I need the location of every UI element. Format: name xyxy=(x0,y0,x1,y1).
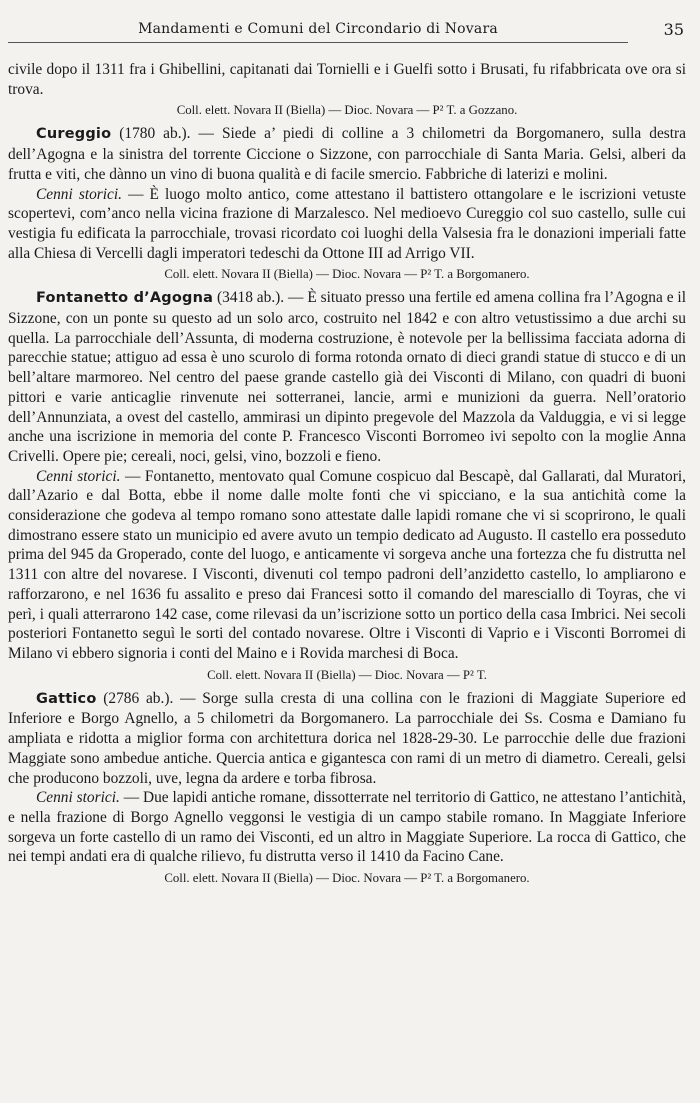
entry-population: (2786 ab.). xyxy=(96,689,174,707)
entry-description-text: — Sorge sulla cresta di una collina con le frazioni di Maggiate Superiore ed Inferiore e Borgo Agnello, a 5 chilometri da Borgomanero. La parrocchiale dei Ss. Cosma e Damiano fu ampliata e ridotta a miglior forma con architettura dorica nel 1828-29-30. Le parrocchie delle due frazioni Maggiate sono ambedue antiche. Quercia antica e gigantesca con rami di un metro di diametro. Cereali, gelsi che producono bozzoli, uve, legna da ardere e torba fibrosa. xyxy=(8,689,686,787)
intro-reference: Coll. elett. Novara II (Biella) — Dioc. Novara — P² T. a Gozzano. xyxy=(176,103,518,118)
entry-population: (3418 ab.). xyxy=(213,289,285,307)
page-header xyxy=(8,20,684,43)
history-text: — Fontanetto, mentovato qual Comune cospicuo dal Bescapè, dal Gallarati, dal Muratori, dall’Azario e dal Botta, ebbe il nome dalle molte fonti che vi spicciano, e la sua antichità come la considerazione che godeva al tempo romano sono attestate dalle lapidi romane che vi si scoprirono, le quali dimostrano essere stato un municipio ed avere avuto un tempio dedicato ad Augusto. Il castello era posseduto prima del 945 da Groperado, conte del luogo, e anticamente vi sorgeva anche una fortezza che fu distrutta nel 1311 con altre del novarese. I Visconti, divenuti col tempo padroni dell’anzidetto castello, lo ampliarono e rafforzarono, e nel 1636 fu assalito e preso dai Francesi sotto il comando del maresciallo di Toyras, che vi perì, i quali atterrarono 142 case, come rilevasi da un’iscrizione sotto un portico della casa Imbrici. Nei secoli posteriori Fontanetto seguì le sorti del contado novarese. Oltre i Visconti di Vaprio e i Visconti Borromei di Milano vi ebbero signoria i conti del Maino e i Rovida marchesi di Boca. xyxy=(8,467,687,662)
history-label: Cenni storici. xyxy=(36,185,123,203)
entry-name: Gattico xyxy=(36,690,97,707)
history-text: — Due lapidi antiche romane, dissotterrate nel territorio di Gattico, ne attestano l’antichità, e nella frazione di Borgo Agnello veggonsi le vestigia di un campo stabile romano. In Maggiate Inferiore sorgeva un forte castello di un ramo dei Visconti, ed un altro in Maggiate Superiore. La rocca di Gattico, che nei tempi andati era di qualche rilievo, fu distrutta verso il 1410 da Facino Cane. xyxy=(8,789,687,866)
entry-description xyxy=(8,124,686,184)
entry-history xyxy=(8,185,686,264)
entry-name: Cureggio xyxy=(36,126,112,143)
entry-description xyxy=(8,288,686,466)
entry-history xyxy=(8,788,686,867)
intro-paragraph: civile dopo il 1311 fra i Ghibellini, capitanati dai Tornielli e i Guelfi sotto i Brusati, fu rifabbricata ove ora si trova. xyxy=(8,61,686,98)
history-label: Cenni storici. xyxy=(36,789,120,807)
entry-reference: Coll. elett. Novara II (Biella) — Dioc. Novara — P² T. a Borgomanero. xyxy=(164,871,530,886)
entry-description xyxy=(8,689,686,789)
entry-reference: Coll. elett. Novara II (Biella) — Dioc. Novara — P² T. xyxy=(207,667,487,682)
entry-description-text: — Siede a’ piedi di colline a 3 chilometri da Borgomanero, sulla destra dell’Agogna e la sinistra del torrente Ciccione o Sizzone, con parrocchiale di Santa Maria. Gelsi, alberi da frutta e viti, che dànno un vino di buona qualità e di facile smercio. Fabbriche di laterizi e molini. xyxy=(8,125,686,183)
entry-reference: Coll. elett. Novara II (Biella) — Dioc. Novara — P² T. a Borgomanero. xyxy=(164,267,530,282)
running-title: Mandamenti e Comuni del Circondario di Novara xyxy=(138,21,498,37)
page-number: 35 xyxy=(663,20,684,39)
entry-history xyxy=(8,467,686,664)
entry-name: Fontanetto d’Agogna xyxy=(36,290,214,307)
history-text: — È luogo molto antico, come attestano il battistero ottangolare e le iscrizioni vetuste scopertevi, com’anco nella vicina frazione di Marzalesco. Nel medioevo Cureggio col suo castello, sulle cui vestigia fu edificata la parrocchiale, trovasi ricordato coi luoghi della Valsesia fra le donazioni imperiali fatte alla Chiesa di Vercelli dagli imperatori tedeschi da Ottone III ad Arrigo VII. xyxy=(8,185,687,262)
entry-description-text: — È situato presso una fertile ed amena collina fra l’Agogna e il Sizzone, con un ponte su questo ad un solo arco, costruito nel 1842 e con altro vetustissimo a due archi su quella. La parrocchiale dell’Assunta, di moderna costruzione, è notevole per la bellissima facciata adorna di parecchie statue; attiguo ad essa è uno scurolo di forma rotonda ornato di dieci grandi statue di stucco e di un bell’altare marmoreo. Nel centro del paese grande castello già dei Visconti di Milano, con quadri di buoni pittori e varie anticaglie rinvenute nei sotterranei, lancie, armi e munizioni da guerra. Nell’oratorio dell’Annunziata, a ovest del castello, ammirasi un dipinto pregevole del Mazzola da Valduggia, e vi si legge anche una iscrizione in memoria del conte P. Francesco Visconti Borromeo ivi sepolto con la moglie Anna Crivelli. Opere pie; cereali, noci, gelsi, vino, bozzoli e fieno. xyxy=(8,289,686,465)
history-label: Cenni storici. xyxy=(36,467,121,485)
page-body xyxy=(8,60,686,892)
entry-population: (1780 ab.). xyxy=(111,125,191,143)
